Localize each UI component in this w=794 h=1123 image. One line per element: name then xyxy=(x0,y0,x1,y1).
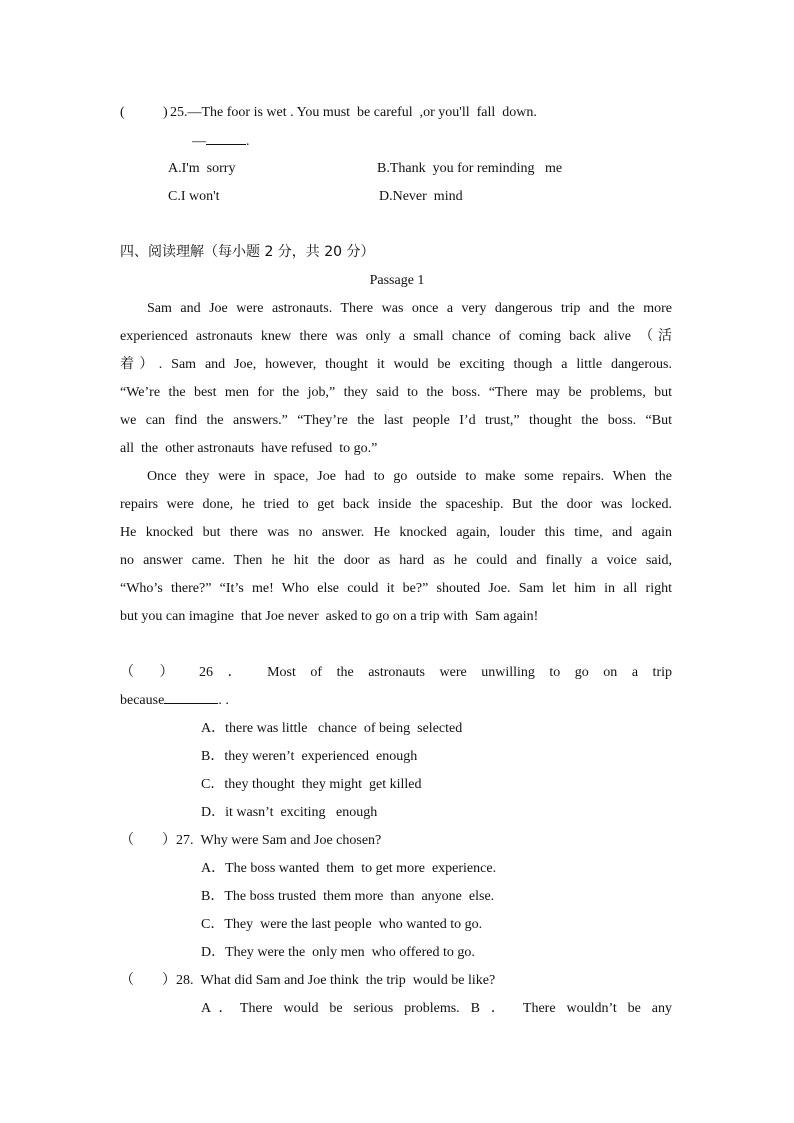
passage-line: no answer came. Then he hit the door as hard as he could and finally a voice said, xyxy=(120,553,672,568)
q27-option-d: D．They were the only men who offered to go. xyxy=(201,945,475,960)
q27-stem: （ ）27. Why were Sam and Joe chosen? xyxy=(120,833,382,848)
q28-option-ab: A．There would be serious problems. B ． There wouldn’t be any xyxy=(201,1001,672,1016)
q26-answer-blank xyxy=(164,703,218,704)
q26-option-b: B．they weren’t experienced enough xyxy=(201,749,418,764)
q25-paren-close: ) xyxy=(163,105,168,120)
section-heading: 四、阅读理解（每小题 2 分，共 20 分） xyxy=(120,244,375,260)
q28-stem: （ ）28. What did Sam and Joe think the trip would be like? xyxy=(120,973,496,988)
q26-option-d: D．it wasn’t exciting enough xyxy=(201,805,378,820)
passage-line: repairs were done, he tried to get back inside the spaceship. But the door was locked. xyxy=(120,497,672,512)
q25-option-d: D.Never mind xyxy=(379,189,463,204)
q26-option-c: C．they thought they might get killed xyxy=(201,777,422,792)
passage-line: but you can imagine that Joe never asked to go on a trip with Sam again! xyxy=(120,609,539,624)
q26-stem-line2: because . . xyxy=(120,693,229,708)
q25-option-c: C.I won't xyxy=(168,189,220,204)
passage-line: all the other astronauts have refused to go.” xyxy=(120,441,378,456)
q25-stem: 25.—The foor is wet . You must be careful ,or you'll fall down. xyxy=(170,105,537,120)
passage-line: “We’re the best men for the job,” they said to the boss. “There may be problems, but xyxy=(120,385,672,400)
q26-option-a: A．there was little chance of being selected xyxy=(201,721,463,736)
passage-title: Passage 1 xyxy=(369,273,425,288)
passage-line: we can find the answers.” “They’re the last people I’d trust,” thought the boss. “But xyxy=(120,413,672,428)
passage-line: “Who’s there?” “It’s me! Who else could it be?” shouted Joe. Sam let him in all right xyxy=(120,581,672,596)
q25-answer-blank xyxy=(206,144,246,145)
q25-paren-open: ( xyxy=(120,105,125,120)
q27-option-a: A．The boss wanted them to get more experience. xyxy=(201,861,497,876)
q27-option-b: B．The boss trusted them more than anyone else. xyxy=(201,889,495,904)
passage-line: experienced astronauts knew there was only a small chance of coming back alive （活 xyxy=(120,329,672,344)
passage-line: Once they were in space, Joe had to go outside to make some repairs. When the xyxy=(147,469,672,484)
passage-line: He knocked but there was no answer. He knocked again, louder this time, and again xyxy=(120,525,672,540)
passage-line: 着）. Sam and Joe, however, thought it would be exciting though a little dangerous. xyxy=(120,357,672,372)
q25-option-a: A.I'm sorry xyxy=(168,161,236,176)
passage-line: Sam and Joe were astronauts. There was once a very dangerous trip and the more xyxy=(147,301,672,316)
q27-option-c: C．They were the last people who wanted to go. xyxy=(201,917,483,932)
q25-option-b: B.Thank you for reminding me xyxy=(377,161,563,176)
q25-reply: — . xyxy=(192,134,250,149)
q26-stem-line1: （ ） 26 ． Most of the astronauts were unwilling to go on a trip xyxy=(120,665,672,680)
